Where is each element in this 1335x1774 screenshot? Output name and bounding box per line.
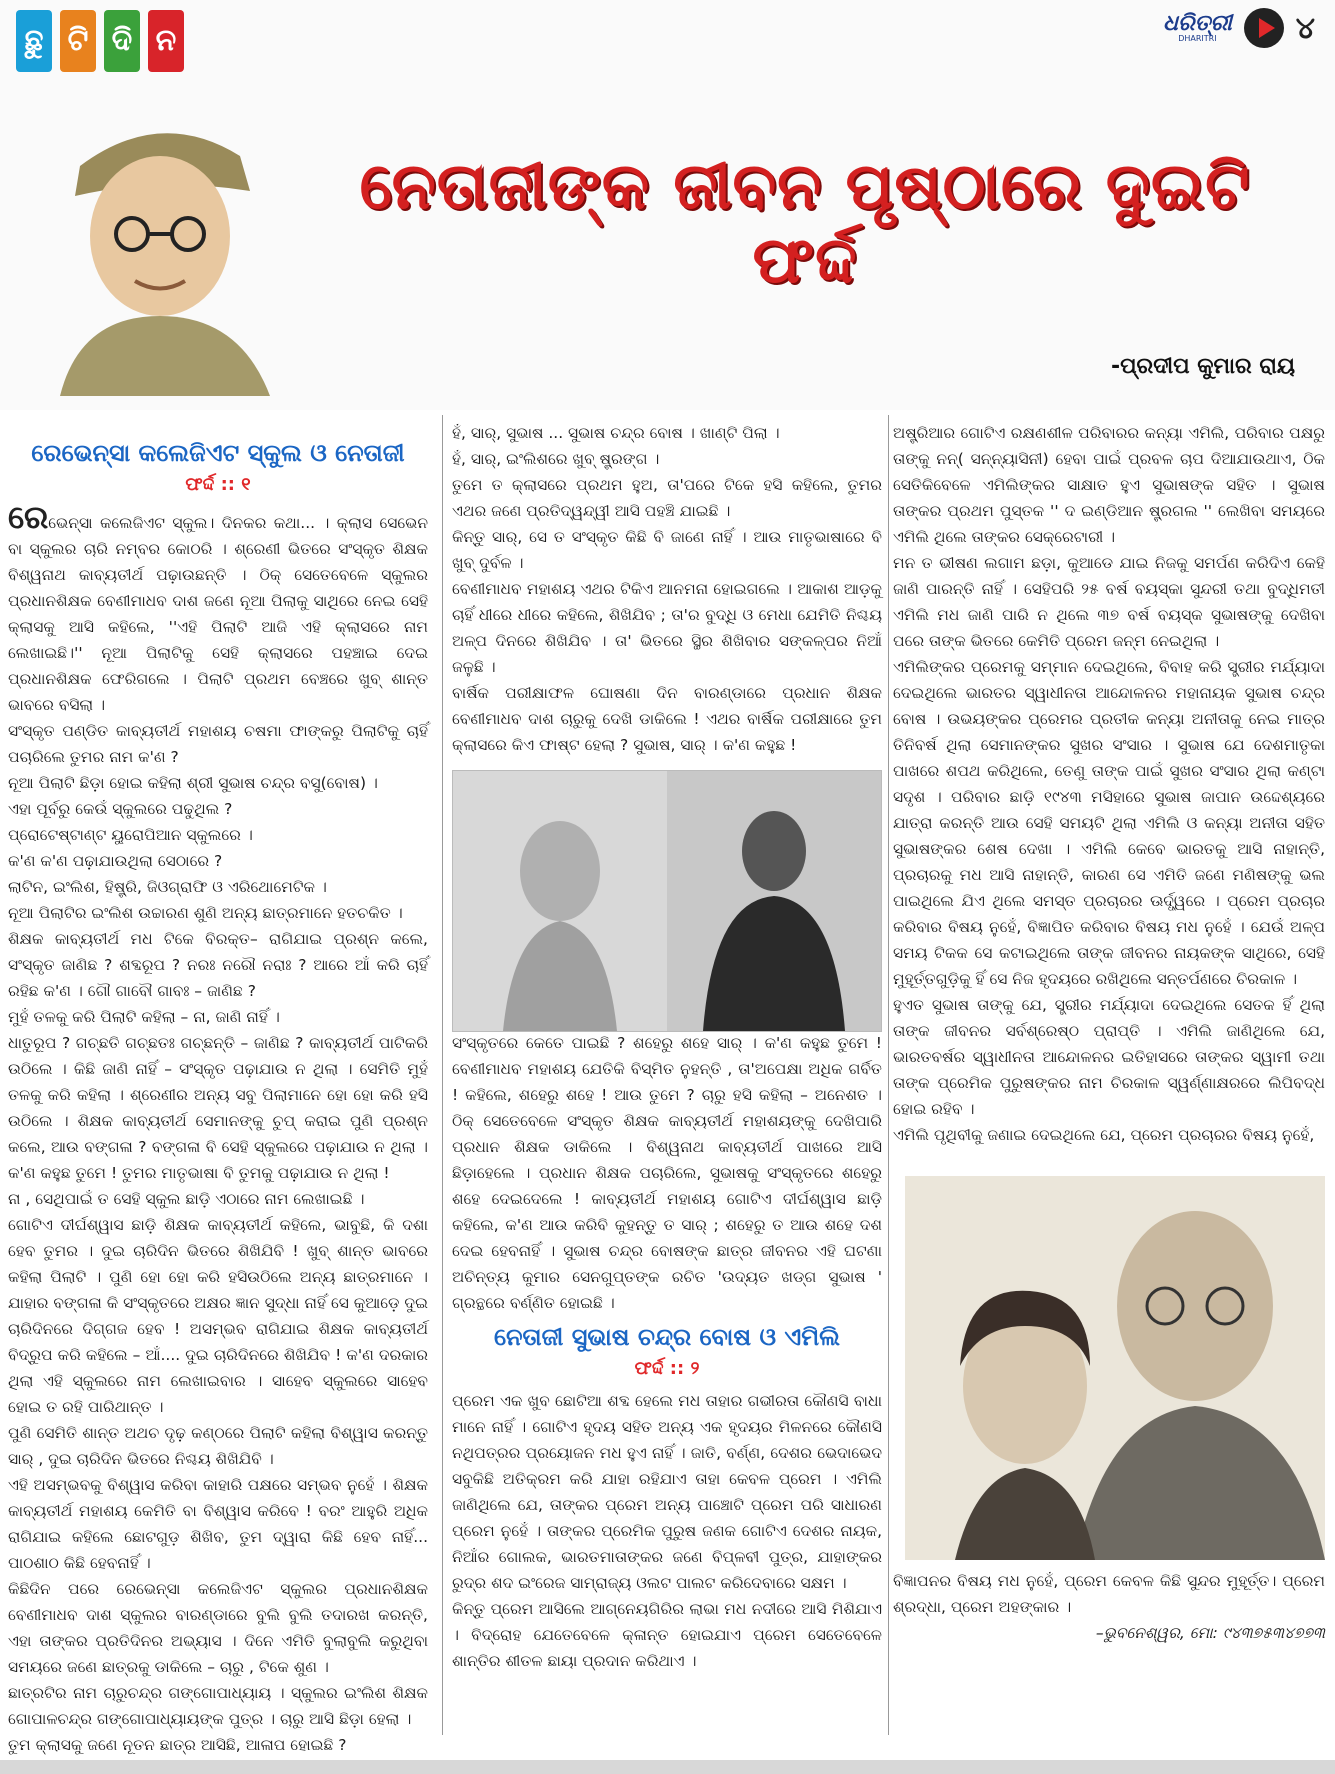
paragraph: ବେଣୀମାଧବ ମହାଶୟ ଏଥର ଟିକିଏ ଆନମନା ହୋଇଗଲେ । ଆକାଶ ଆଡ଼କୁ ଚାହିଁ ଧୀରେ ଧୀରେ କହିଲେ, ଶିଖିଯିବ ; ତା'ର ବୁଦ୍ଧି ଓ ମେଧା ଯେମିତି ନିଶ୍ଚୟ ଅଳ୍ପ ଦିନରେ ଶିଖିଯିବ । ତା' ଭିତରେ ସ୍ଥିର ଶିଖିବାର ସଙ୍କଳ୍ପର ନିଆଁ ଜଳୁଛି । <box>452 580 882 676</box>
paragraph: ହଁ, ସାର୍, ସୁଭାଷ ... ସୁଭାଷ ଚନ୍ଦ୍ର ବୋଷ । ଖାଣ୍ଟି ପିଲା । <box>452 424 780 442</box>
paragraph: ତୁମ କ୍ଲାସକୁ ଜଣେ ନୂତନ ଛାତ୍ର ଆସିଛି, ଆଳାପ ହୋଇଛି ? <box>8 1736 347 1754</box>
paragraph: ସଂସ୍କୃତ ପଣ୍ଡିତ କାବ୍ୟତୀର୍ଥ ମହାଶୟ ଚଷମା ଫାଙ୍କରୁ ପିଲାଟିକୁ ଚାହିଁ ପଚାରିଲେ ତୁମର ନାମ କ'ଣ ? <box>8 722 428 766</box>
article-column-3 <box>893 420 1325 1148</box>
paragraph: ଏମିଲି ପୃଥିବୀକୁ ଜଣାଇ ଦେଇଥିଲେ ଯେ, ପ୍ରେମ ପ୍ରଚାରର ବିଷୟ ନୁହେଁ, <box>893 1126 1315 1144</box>
headline: ନେତାଜୀଙ୍କ ଜୀବନ ପୃଷ୍ଠାରେ ଦୁଇଟି ଫର୍ଦ୍ଦ <box>359 150 1251 298</box>
paragraph: ସଂସ୍କୃତରେ କେତେ ପାଇଛି ? ଶହେରୁ ଶହେ ସାର୍ । କ'ଣ କହୁଛ ତୁମେ ! ବେଣୀମାଧବ ମହାଶୟ ଯେତିକି ବିସ୍ମିତ ନୁହନ୍ତି , ତା'ଅପେକ୍ଷା ଅଧିକ ଗର୍ବିତ ! କହିଲେ, ଶହେରୁ ଶହେ ! ଆଉ ତୁମେ ? ଚାରୁ ହସି କହିଲା – ଅନେଶତ । ଠିକ୍ ସେତେବେଳେ ସଂସ୍କୃତ ଶିକ୍ଷକ କାବ୍ୟତୀର୍ଥ ମହାଶୟଙ୍କୁ ଦେଖିପାରି ପ୍ରଧାନ ଶିକ୍ଷକ ଡାକିଲେ । ବିଶ୍ୱନାଥ କାବ୍ୟତୀର୍ଥ ପାଖରେ ଆସି ଛିଡ଼ାହେଲେ । ପ୍ରଧାନ ଶିକ୍ଷକ ପଚାରିଲେ, ସୁଭାଷକୁ ସଂସ୍କୃତରେ ଶହେରୁ ଶହେ ଦେଇଦେଲେ ! କାବ୍ୟତୀର୍ଥ ମହାଶୟ ଗୋଟିଏ ଦୀର୍ଘଶ୍ୱାସ ଛାଡ଼ି କହିଲେ, କ'ଣ ଆଉ କରିବି କୁହନ୍ତୁ ତ ସାର୍ ; ଶହେରୁ ତ ଆଉ ଶହେ ଦଶ ଦେଇ ହେବନାହିଁ । ସୁଭାଷ ଚନ୍ଦ୍ର ବୋଷଙ୍କ ଛାତ୍ର ଜୀବନର ଏହି ଘଟଣା ଅଚିନ୍ତ୍ୟ କୁମାର ସେନଗୁପ୍ତଙ୍କ ରଚିତ 'ଉଦ୍ୟତ ଖଡ୍ଗ ସୁଭାଷ ' ଗ୍ରନ୍ଥରେ ବର୍ଣ୍ଣିତ ହୋଇଛି । <box>452 1034 882 1312</box>
top-right-bar <box>1163 8 1315 48</box>
paragraph: କ'ଣ କ'ଣ ପଢ଼ାଯାଉଥିଲା ସେଠାରେ ? <box>8 852 223 870</box>
netaji-portrait-sketch <box>20 96 300 396</box>
paragraph: କିଛିଦିନ ପରେ ରେଭେନ୍ସା କଲେଜିଏଟ ସ୍କୁଲର ପ୍ରଧାନଶିକ୍ଷକ ବେଣୀମାଧବ ଦାଶ ସ୍କୁଲର ବାରଣ୍ଡାରେ ବୁଲି ବୁଲି ତଦାରଖ କରନ୍ତି, ଏହା ତାଙ୍କର ପ୍ରତିଦିନର ଅଭ୍ୟାସ । ଦିନେ ଏମିତି ବୁଲାବୁଲି କରୁଥିବା ସମୟରେ ଜଣେ ଛାତ୍ରକୁ ଡାକିଲେ – ଚାରୁ , ଟିକେ ଶୁଣ । <box>8 1580 428 1676</box>
paragraph: ଏହା ପୂର୍ବରୁ କେଉଁ ସ୍କୁଲରେ ପଢୁଥିଲ ? <box>8 800 233 818</box>
brand-letter: ନ <box>148 10 184 72</box>
young-subhash-photos <box>452 770 882 1032</box>
brand-letter: ଛୁ <box>16 10 52 72</box>
paragraph: ରେଭେନ୍ସା କଲେଜିଏଟ ସ୍କୁଲ। ଦିନକର କଥା... । କ୍ଲାସ ସେଭେନ ବା ସ୍କୁଲର ଚାରି ନମ୍ବର କୋଠରି । ଶ୍ରେଣୀ ଭିତରେ ସଂସ୍କୃତ ଶିକ୍ଷକ ବିଶ୍ୱନାଥ କାବ୍ୟତୀର୍ଥ ପଢ଼ାଉଛନ୍ତି । ଠିକ୍ ସେତେବେଳେ ସ୍କୁଲର ପ୍ରଧାନଶିକ୍ଷକ ବେଣୀମାଧବ ଦାଶ ଜଣେ ନୂଆ ପିଲାକୁ ସାଥିରେ ନେଇ ସେହି କ୍ଲାସକୁ ଆସି କହିଲେ, ''ଏହି ପିଲାଟି ଆଜି ଏହି କ୍ଲାସରେ ନାମ ଲେଖାଇଛି।'' ନୂଆ ପିଲାଟିକୁ ସେହି କ୍ଲାସରେ ପହଞ୍ଚାଇ ଦେଇ ପ୍ରଧାନଶିକ୍ଷକ ଫେରିଗଲେ । ପିଲାଟି ପ୍ରଥମ ବେଞ୍ଚରେ ଖୁବ୍ ଶାନ୍ତ ଭାବରେ ବସିଲା । <box>8 498 428 714</box>
paragraph: ପୁଣି ସେମିତି ଶାନ୍ତ ଅଥଚ ଦୃଢ଼ କଣ୍ଠରେ ପିଲାଟି କହିଲା ବିଶ୍ୱାସ କରନ୍ତୁ ସାର୍ , ଦୁଇ ଚାରିଦିନ ଭିତରେ ନିଶ୍ଚୟ ଶିଖିଯିବି । <box>8 1424 428 1468</box>
netaji-emilie-photo <box>905 1176 1325 1560</box>
section2-title: ନେତାଜୀ ସୁଭାଷ ଚନ୍ଦ୍ର ବୋଷ ଓ ଏମିଲି <box>493 1323 841 1351</box>
paragraph: ନୂଆ ପିଲାଟି ଛିଡ଼ା ହୋଇ କହିଲା ଶ୍ରୀ ସୁଭାଷ ଚନ୍ଦ୍ର ବସୁ(ବୋଷ) । <box>8 774 378 792</box>
newspaper-logo: ଧରିତ୍ରୀ <box>1163 11 1232 36</box>
section1-title: ରେଭେନ୍ସା କଲେଜିଏଟ ସ୍କୁଲ ଓ ନେତାଜୀ <box>31 439 405 467</box>
column-divider <box>442 415 443 1735</box>
masthead <box>0 0 1335 410</box>
paragraph: ହଁ, ସାର୍, ଇଂଲିଶରେ ଖୁବ୍ ଷ୍ଟ୍ରଙ୍ଗ । <box>452 450 660 468</box>
page-number: ୪ <box>1295 10 1315 46</box>
paragraph: ଗୋଟିଏ ଦୀର୍ଘଶ୍ୱାସ ଛାଡ଼ି ଶିକ୍ଷକ କାବ୍ୟତୀର୍ଥ କହିଲେ, ଭାବୁଛି, କି ଦଶା ହେବ ତୁମର । ଦୁଇ ଚାରିଦିନ ଭିତରେ ଶିଖିଯିବି ! ଖୁବ୍ ଶାନ୍ତ ଭାବରେ କହିଲା ପିଲାଟି । ପୁଣି ହୋ ହୋ କରି ହସିଉଠିଲେ ଅନ୍ୟ ଛାତ୍ରମାନେ । ଯାହାର ବଙ୍ଗଳା କି ସଂସ୍କୃତରେ ଅକ୍ଷର ଜ୍ଞାନ ସୁଦ୍ଧା ନାହିଁ ସେ କୁଆଡ଼େ ଦୁଇ ଚାରିଦିନରେ ଦିଗ୍‌ଗଜ ହେବ ! ଅସମ୍ଭବ ରାଗିଯାଇ ଶିକ୍ଷକ କାବ୍ୟତୀର୍ଥ ବିଦ୍ରୁପ କରି କହିଲେ – ଆଁ.... ଦୁଇ ଚାରିଦିନରେ ଶିଖିଯିବ ! କ'ଣ ଦରକାର ଥିଲା ଏହି ସ୍କୁଲରେ ନାମ ଲେଖାଇବାର । ସାହେବ ସ୍କୁଲରେ ସାହେବ ହୋଇ ତ ରହି ପାରିଥାନ୍ତ । <box>8 1216 428 1416</box>
paragraph: ଏମିଲିଙ୍କର ପ୍ରେମକୁ ସମ୍ମାନ ଦେଇଥିଲେ, ବିବାହ କରି ସ୍ତ୍ରୀର ମର୍ଯ୍ୟାଦା ଦେଇଥିଲେ ଭାରତର ସ୍ୱାଧୀନତା ଆନ୍ଦୋଳନର ମହାନାୟକ ସୁଭାଷ ଚନ୍ଦ୍ର ବୋଷ । ଉଭୟଙ୍କର ପ୍ରେମର ପ୍ରତୀକ କନ୍ୟା ଅନୀତାକୁ ନେଇ ମାତ୍ର ତିନିବର୍ଷ ଥିଲା ସେମାନଙ୍କର ସୁଖର ସଂସାର । ସୁଭାଷ ଯେ ଦେଶମାତୃକା ପାଖରେ ଶପଥ କରିଥିଲେ, ତେଣୁ ତାଙ୍କ ପାଇଁ ସୁଖର ସଂସାର ଥିଲା କଣ୍ଟା ସଦୃଶ । ପରିବାର ଛାଡ଼ି ୧୯୪୩ ମସିହାରେ ସୁଭାଷ ଜାପାନ ଉଦ୍ଦେଶ୍ୟରେ ଯାତ୍ରା କରନ୍ତି ଆଉ ସେହି ସମୟଟି ଥିଲା ଏମିଲି ଓ କନ୍ୟା ଅନୀତା ସହିତ ସୁଭାଷଙ୍କର ଶେଷ ଦେଖା । ଏମିଲି କେବେ ଭାରତକୁ ଆସି ନାହାନ୍ତି, ପ୍ରଚାରକୁ ମଧ ଆସି ନାହାନ୍ତି, କାରଣ ସେ ଏମିତି ଜଣେ ମଣିଷଙ୍କୁ ଭଲ ପାଇଥିଲେ ଯିଏ ଥିଲେ ସମସ୍ତ ପ୍ରଚାରର ଊର୍ଦ୍ଧ୍ୱରେ । ପ୍ରେମ ପ୍ରଚାର କରିବାର ବିଷୟ ନୁହେଁ, ବିଜ୍ଞାପିତ କରିବାର ବିଷୟ ମଧ ନୁହେଁ । ଯେଉଁ ଅଳ୍ପ ସମୟ ଟିକକ ସେ କଟାଇଥିଲେ ତାଙ୍କ ଜୀବନର ନାୟକଙ୍କ ସାଥିରେ, ସେହି ମୁହୂର୍ତ୍ତଗୁଡ଼ିକୁ ହିଁ ସେ ନିଜ ହୃଦୟରେ ରଖିଥିଲେ ସନ୍ତର୍ପଣରେ ଚିରକାଳ । <box>893 658 1325 988</box>
paragraph: ନୂଆ ପିଲାଟିର ଇଂଲିଶ ଉଚ୍ଚାରଣ ଶୁଣି ଅନ୍ୟ ଛାତ୍ରମାନେ ହତଚକିତ । <box>8 904 403 922</box>
brand-letter: ଦି <box>104 10 140 72</box>
paragraph: ଧାତୁରୂପ ? ଗଚ୍ଛତି ଗଚ୍ଛତଃ ଗଚ୍ଛନ୍ତି – ଜାଣିଛ ? କାବ୍ୟତୀର୍ଥ ପାଟିକରି ଉଠିଲେ । କିଛି ଜାଣି ନାହିଁ – ସଂସ୍କୃତ ପଢ଼ାଯାଉ ନ ଥିଲା । ସେମିତି ମୁହଁ ତଳକୁ କରି କହିଲା । ଶ୍ରେଣୀର ଅନ୍ୟ ସବୁ ପିଲାମାନେ ହୋ ହୋ କରି ହସି ଉଠିଲେ । ଶିକ୍ଷକ କାବ୍ୟତୀର୍ଥ ସେମାନଙ୍କୁ ଚୁପ୍ କରାଇ ପୁଣି ପ୍ରଶ୍ନ କଲେ, ଆଉ ବଙ୍ଗଳା ? ବଙ୍ଗଳା ବି ସେହି ସ୍କୁଲରେ ପଢ଼ାଯାଉ ନ ଥିଲା । କ'ଣ କହୁଛ ତୁମେ ! ତୁମର ମାତୃଭାଷା ବି ତୁମକୁ ପଢ଼ାଯାଉ ନ ଥିଲା ! <box>8 1034 428 1182</box>
paragraph: ହୁଏତ ସୁଭାଷ ତାଙ୍କୁ ଯେ, ସ୍ତ୍ରୀର ମର୍ଯ୍ୟାଦା ଦେଇଥିଲେ ସେତକ ହିଁ ଥିଲା ତାଙ୍କ ଜୀବନର ସର୍ବଶ୍ରେଷ୍ଠ ପ୍ରାପ୍ତି । ଏମିଲି ଜାଣିଥିଲେ ଯେ, ଭାରତବର୍ଷର ସ୍ୱାଧୀନତା ଆନ୍ଦୋଳନର ଇତିହାସରେ ତାଙ୍କର ସ୍ୱାମୀ ତଥା ତାଙ୍କ ପ୍ରେମିକ ପୁରୁଷଙ୍କର ନାମ ଚିରକାଳ ସ୍ୱର୍ଣ୍ଣାକ୍ଷରରେ ଲିପିବଦ୍ଧ ହୋଇ ରହିବ । <box>893 996 1325 1118</box>
article-column-2-top <box>452 420 882 758</box>
section2-subtitle: ଫର୍ଦ୍ଦ :: ୨ <box>634 1358 700 1379</box>
article-column-3-bottom <box>893 1568 1325 1646</box>
paragraph: ଏହି ଅସମ୍ଭବକୁ ବିଶ୍ୱାସ କରିବା କାହାରି ପକ୍ଷରେ ସମ୍ଭବ ନୁହେଁ । ଶିକ୍ଷକ କାବ୍ୟତୀର୍ଥ ମହାଶୟ କେମିତି ବା ବିଶ୍ୱାସ କରିବେ ! ବରଂ ଆହୁରି ଅଧିକ ରାଗିଯାଇ କହିଲେ ଛୋଟଗୁଡ଼ ଶିଖିବ, ତୁମ ଦ୍ୱାରା କିଛି ହେବ ନାହିଁ... ପାଠଶାଠ କିଛି ହେବନାହିଁ । <box>8 1476 428 1572</box>
byline: -ପ୍ରଦୀପ କୁମାର ରାୟ <box>1110 354 1295 379</box>
paragraph: ପ୍ରେମ ଏକ ଖୁବ ଛୋଟିଆ ଶବ୍ଦ ହେଲେ ମଧ ତାହାର ଗଭୀରତା କୌଣସି ବାଧା ମାନେ ନାହିଁ । ଗୋଟିଏ ହୃଦୟ ସହିତ ଅନ୍ୟ ଏକ ହୃଦୟର ମିଳନରେ କୌଣସି ନଥିପତ୍ରର ପ୍ରୟୋଜନ ମଧ ହୁଏ ନାହିଁ । ଜାତି, ବର୍ଣ୍ଣ, ଦେଶର ଭେଦାଭେଦ ସବୁକିଛି ଅତିକ୍ରମ କରି ଯାହା ରହିଯାଏ ତାହା କେବଳ ପ୍ରେମ । ଏମିଲି ଜାଣିଥିଲେ ଯେ, ତାଙ୍କର ପ୍ରେମ ଅନ୍ୟ ପାଞ୍ଚୋଟି ପ୍ରେମ ପରି ସାଧାରଣ ପ୍ରେମ ନୁହେଁ । ତାଙ୍କର ପ୍ରେମିକ ପୁରୁଷ ଜଣକ ଗୋଟିଏ ଦେଶର ନାୟକ, ନିଆଁର ଗୋଲକ, ଭାରତମାତାଙ୍କର ଜଣେ ବିପ୍ଳବୀ ପୁତ୍ର, ଯାହାଙ୍କର ରୁଦ୍ର ଶଦ ଇଂରେଜ ସାମ୍ରାଜ୍ୟ ଓଲଟ ପାଲଟ କରିଦେବାରେ ସକ୍ଷମ । <box>452 1392 882 1592</box>
paragraph: ତୁମେ ତ କ୍ଲାସରେ ପ୍ରଥମ ହୁଅ, ତା'ପରେ ଟିକେ ହସି କହିଲେ, ତୁମର ଏଥର ଜଣେ ପ୍ରତିଦ୍ୱନ୍ଦ୍ୱୀ ଆସି ପହଞ୍ଚି ଯାଇଛି । <box>452 476 882 520</box>
author-contact: –ଭୁବନେଶ୍ୱର, ମୋ: ୯୪୩୭୫୩୪୭୭୩ <box>1095 1624 1325 1642</box>
paragraph: ଛାତ୍ରଟିର ନାମ ଚାରୁଚନ୍ଦ୍ର ଗଙ୍ଗୋପାଧ୍ୟାୟ । ସ୍କୁଲର ଇଂଲିଶ ଶିକ୍ଷକ ଗୋପାଳଚନ୍ଦ୍ର ଗଙ୍ଗୋପାଧ୍ୟାୟଙ୍କ ପୁତ୍ର । ଚାରୁ ଆସି ଛିଡ଼ା ହେଲା । <box>8 1684 428 1728</box>
paragraph: ପ୍ରୋଟେଷ୍ଟାଣ୍ଟ ୟୁରୋପିଆନ ସ୍କୁଲରେ । <box>8 826 253 844</box>
column-divider <box>888 415 889 1735</box>
paragraph: ଶିକ୍ଷକ କାବ୍ୟତୀର୍ଥ ମଧ ଟିକେ ବିରକ୍ତ– ରାଗିଯାଇ ପ୍ରଶ୍ନ କଲେ, ସଂସ୍କୃତ ଜାଣିଛ ? ଶବ୍ଦରୂପ ? ନରଃ ନରୌ ନରାଃ ? ଆରେ ଆଁ କରି ଚାହିଁ ରହିଛ କ'ଣ । ଗୌ ଗାବୌ ଗାବଃ – ଜାଣିଛ ? <box>8 930 428 1000</box>
paragraph: ଅଷ୍ଟ୍ରିଆର ଗୋଟିଏ ରକ୍ଷଣଶୀଳ ପରିବାରର କନ୍ୟା ଏମିଲି, ପରିବାର ପକ୍ଷରୁ ତାଙ୍କୁ ନନ୍( ସନ୍ନ୍ୟାସିନୀ) ହେବା ପାଇଁ ପ୍ରବଳ ଚାପ ଦିଆଯାଉଥାଏ, ଠିକ ସେତିକିବେଳେ ଏମିଲିଙ୍କର ସାକ୍ଷାତ ହୁଏ ସୁଭାଷଙ୍କ ସହିତ । ସୁଭାଷ ତାଙ୍କର ପ୍ରଥମ ପୁସ୍ତକ '' ଦ ଇଣ୍ଡିଆନ ଷ୍ଟ୍ରଗଲ '' ଲେଖିବା ସମୟରେ ଏମିଲି ଥିଲେ ତାଙ୍କର ସେକ୍ରେଟାରୀ । <box>893 424 1325 546</box>
paragraph: ମନ ତ ଭୀଷଣ ଲଗାମ ଛଡ଼ା, କୁଆଡେ ଯାଇ ନିଜକୁ ସମର୍ପଣ କରିଦିଏ କେହି ଜାଣି ପାରନ୍ତି ନାହିଁ । ସେହିପରି ୨୫ ବର୍ଷ ବୟସ୍କା ସୁନ୍ଦରୀ ତଥା ବୁଦ୍ଧିମତୀ ଏମିଲି ମଧ ଜାଣି ପାରି ନ ଥିଲେ ୩୭ ବର୍ଷ ବୟସ୍କ ସୁଭାଷଙ୍କୁ ଦେଖିବା ପରେ ତାଙ୍କ ଭିତରେ କେମିତି ପ୍ରେମ ଜନ୍ମ ନେଇଥିଲା । <box>893 554 1325 650</box>
article-column-1 <box>8 440 428 1758</box>
paragraph: ବାର୍ଷିକ ପରୀକ୍ଷାଫଳ ଘୋଷଣା ଦିନ ବାରଣ୍ଡାରେ ପ୍ରଧାନ ଶିକ୍ଷକ ବେଣୀମାଧବ ଦାଶ ଚାରୁକୁ ଦେଖି ଡାକିଲେ ! ଏଥର ବାର୍ଷିକ ପରୀକ୍ଷାରେ ତୁମ କ୍ଲାସରେ କିଏ ଫାଷ୍ଟ ହେଲା ? ସୁଭାଷ, ସାର୍ । କ'ଣ କହୁଛ ! <box>452 684 882 754</box>
paragraph: କିନ୍ତୁ ସାର୍, ସେ ତ ସଂସ୍କୃତ କିଛି ବି ଜାଣେ ନାହିଁ । ଆଉ ମାତୃଭାଷାରେ ବି ଖୁବ୍ ଦୁର୍ବଳ । <box>452 528 882 572</box>
paragraph: ବିଜ୍ଞାପନର ବିଷୟ ମଧ ନୁହେଁ, ପ୍ରେମ କେବଳ କିଛି ସୁନ୍ଦର ମୁହୂର୍ତ୍ତ। ପ୍ରେମ ଶ୍ରଦ୍ଧା, ପ୍ରେମ ଅହଙ୍କାର । <box>893 1572 1325 1616</box>
article-column-2-bottom <box>452 1030 882 1674</box>
paragraph: ମୁହଁ ତଳକୁ କରି ପିଲାଟି କହିଲା – ନା, ଜାଣି ନାହିଁ । <box>8 1008 280 1026</box>
paragraph: ଲାଟିନ, ଇଂଲିଶ, ହିଷ୍ଟ୍ରି, ଜିଓଗ୍ରାଫି ଓ ଏରିଥୋମେଟିକ । <box>8 878 327 896</box>
paragraph: ନା , ସେଥିପାଇଁ ତ ସେହି ସ୍କୁଲ ଛାଡ଼ି ଏଠାରେ ନାମ ଲେଖାଇଛି । <box>8 1190 365 1208</box>
paragraph: କିନ୍ତୁ ପ୍ରେମ ଆସିଲେ ଆଗ୍ନେୟଗିରିର ଲାଭା ମଧ ନଦୀରେ ଆସି ମିଶିଯାଏ । ବିଦ୍ରୋହ ଯେତେବେଳେ କ୍ଳାନ୍ତ ହୋଇଯାଏ ପ୍ରେମ ସେତେବେଳେ ଶାନ୍ତିର ଶୀତଳ ଛାୟା ପ୍ରଦାନ କରିଥାଏ । <box>452 1600 882 1670</box>
dropcap: ରେ <box>8 498 49 536</box>
brand-letter: ଟି <box>60 10 96 72</box>
section1-subtitle: ଫର୍ଦ୍ଦ :: ୧ <box>185 474 251 495</box>
footer-bar <box>0 1760 1335 1774</box>
play-icon <box>1244 8 1284 48</box>
newspaper-logo-sub: DHARITRI <box>1178 34 1217 43</box>
section-brand <box>16 10 184 72</box>
